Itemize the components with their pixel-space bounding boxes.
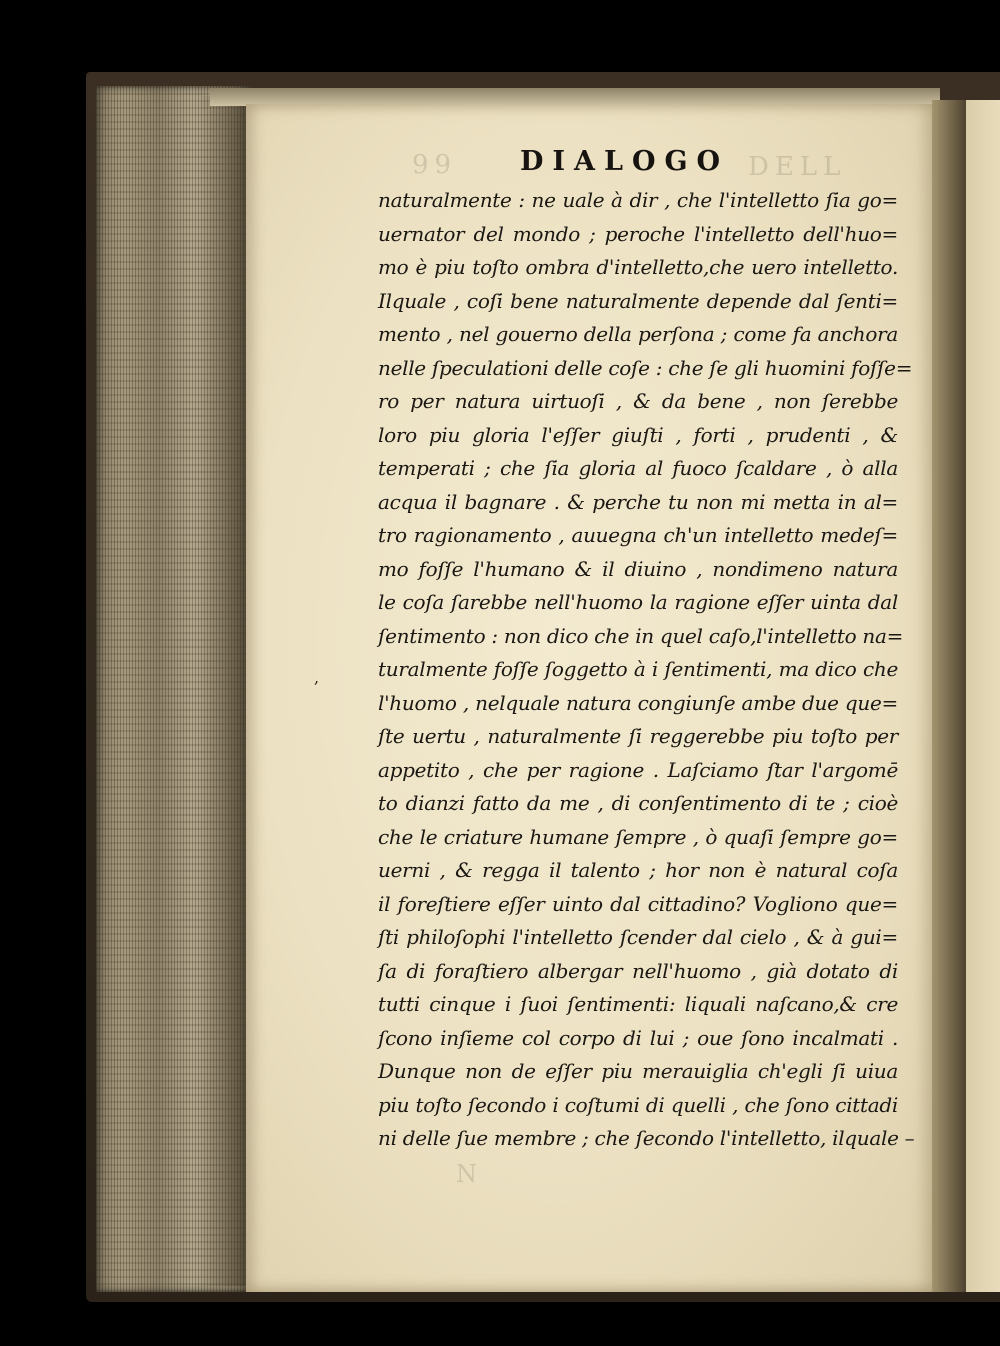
text-line: to dianzi fatto da me , di conſentimento di te ; cioè [378, 791, 898, 815]
text-line: acqua il bagnare . & perche tu non mi metta in al= [378, 489, 898, 514]
text-line: il foreſtiere eſſer uinto dal cittadino? Vogliono que= [378, 891, 898, 916]
text-line: Dunque non de eſſer piu merauiglia ch'egli ſi uiua [378, 1059, 898, 1083]
text-line: tro ragionamento , auuegna ch'un intelletto medeſ= [378, 523, 898, 547]
bleed-through-heading: DELL [748, 152, 847, 182]
text-line: uerni , & regga il talento ; hor non è natural coſa [378, 858, 898, 882]
text-line: mento , nel gouerno della perſona ; come fa anchora [378, 322, 898, 346]
text-line: che le criature humane ſempre , ò quaſi ſempre go= [378, 824, 898, 849]
text-line: nelle ſpeculationi delle coſe : che ſe gli huomini foſſe= [378, 355, 913, 380]
bleed-through-signature: N [456, 1160, 483, 1188]
text-line: Ilquale , coſi bene naturalmente depende dal ſenti= [378, 288, 898, 313]
body-text [378, 184, 915, 1156]
page-edges-shadow [200, 96, 252, 1286]
text-line: naturalmente : ne uale à dir , che l'intelletto ſia go= [378, 188, 898, 212]
text-line: piu toſto ſecondo i coſtumi di quelli , che ſono cittadi [378, 1092, 898, 1117]
text-line: le coſa ſarebbe nell'huomo la ragione eſſer uinta dal [378, 590, 898, 614]
text-line: ſentimento : non dico che in quel caſo,l'intelletto na= [378, 623, 904, 648]
running-heading: DIALOGO [520, 146, 730, 177]
facing-page-edge [966, 100, 1000, 1292]
text-line: ſti philoſophi l'intelletto ſcender dal cielo , & à gui= [378, 925, 898, 949]
text-line: temperati ; che ſia gloria al fuoco ſcaldare , ò alla [378, 456, 898, 480]
text-line: tutti cinque i ſuoi ſentimenti: liquali naſcano,& cre [378, 992, 898, 1016]
text-line: appetito , che per ragione . Laſciamo ſtar l'argomē [378, 757, 898, 782]
text-line: ni delle ſue membre ; che ſecondo l'intelletto, ilquale – [378, 1126, 915, 1150]
text-line: mo è piu toſto ombra d'intelletto,che uero intelletto. [378, 255, 898, 279]
text-line: loro piu gloria l'eſſer giuſti , forti , prudenti , & [378, 422, 898, 447]
bleed-through-page-number: 99 [412, 150, 458, 180]
text-line: l'huomo , nelquale natura congiunſe ambe due que= [378, 690, 898, 715]
margin-mark: , [314, 668, 320, 687]
text-line: turalmente foſſe ſoggetto à i ſentimenti, ma dico che [378, 657, 898, 681]
text-line: ſte uertu , naturalmente ſi reggerebbe piu toſto per [378, 724, 898, 748]
text-line: mo foſſe l'humano & il diuino , nondimeno natura [378, 556, 898, 581]
text-line: ro per natura uirtuoſi , & da bene , non ſerebbe [378, 389, 898, 413]
text-line: ſcono inſieme col corpo di lui ; oue ſono incalmati . [378, 1025, 898, 1050]
text-line: uernator del mondo ; peroche l'intelletto dell'huo= [378, 221, 898, 246]
text-line: ſa di foraſtiero albergar nell'huomo , già dotato di [378, 958, 898, 983]
